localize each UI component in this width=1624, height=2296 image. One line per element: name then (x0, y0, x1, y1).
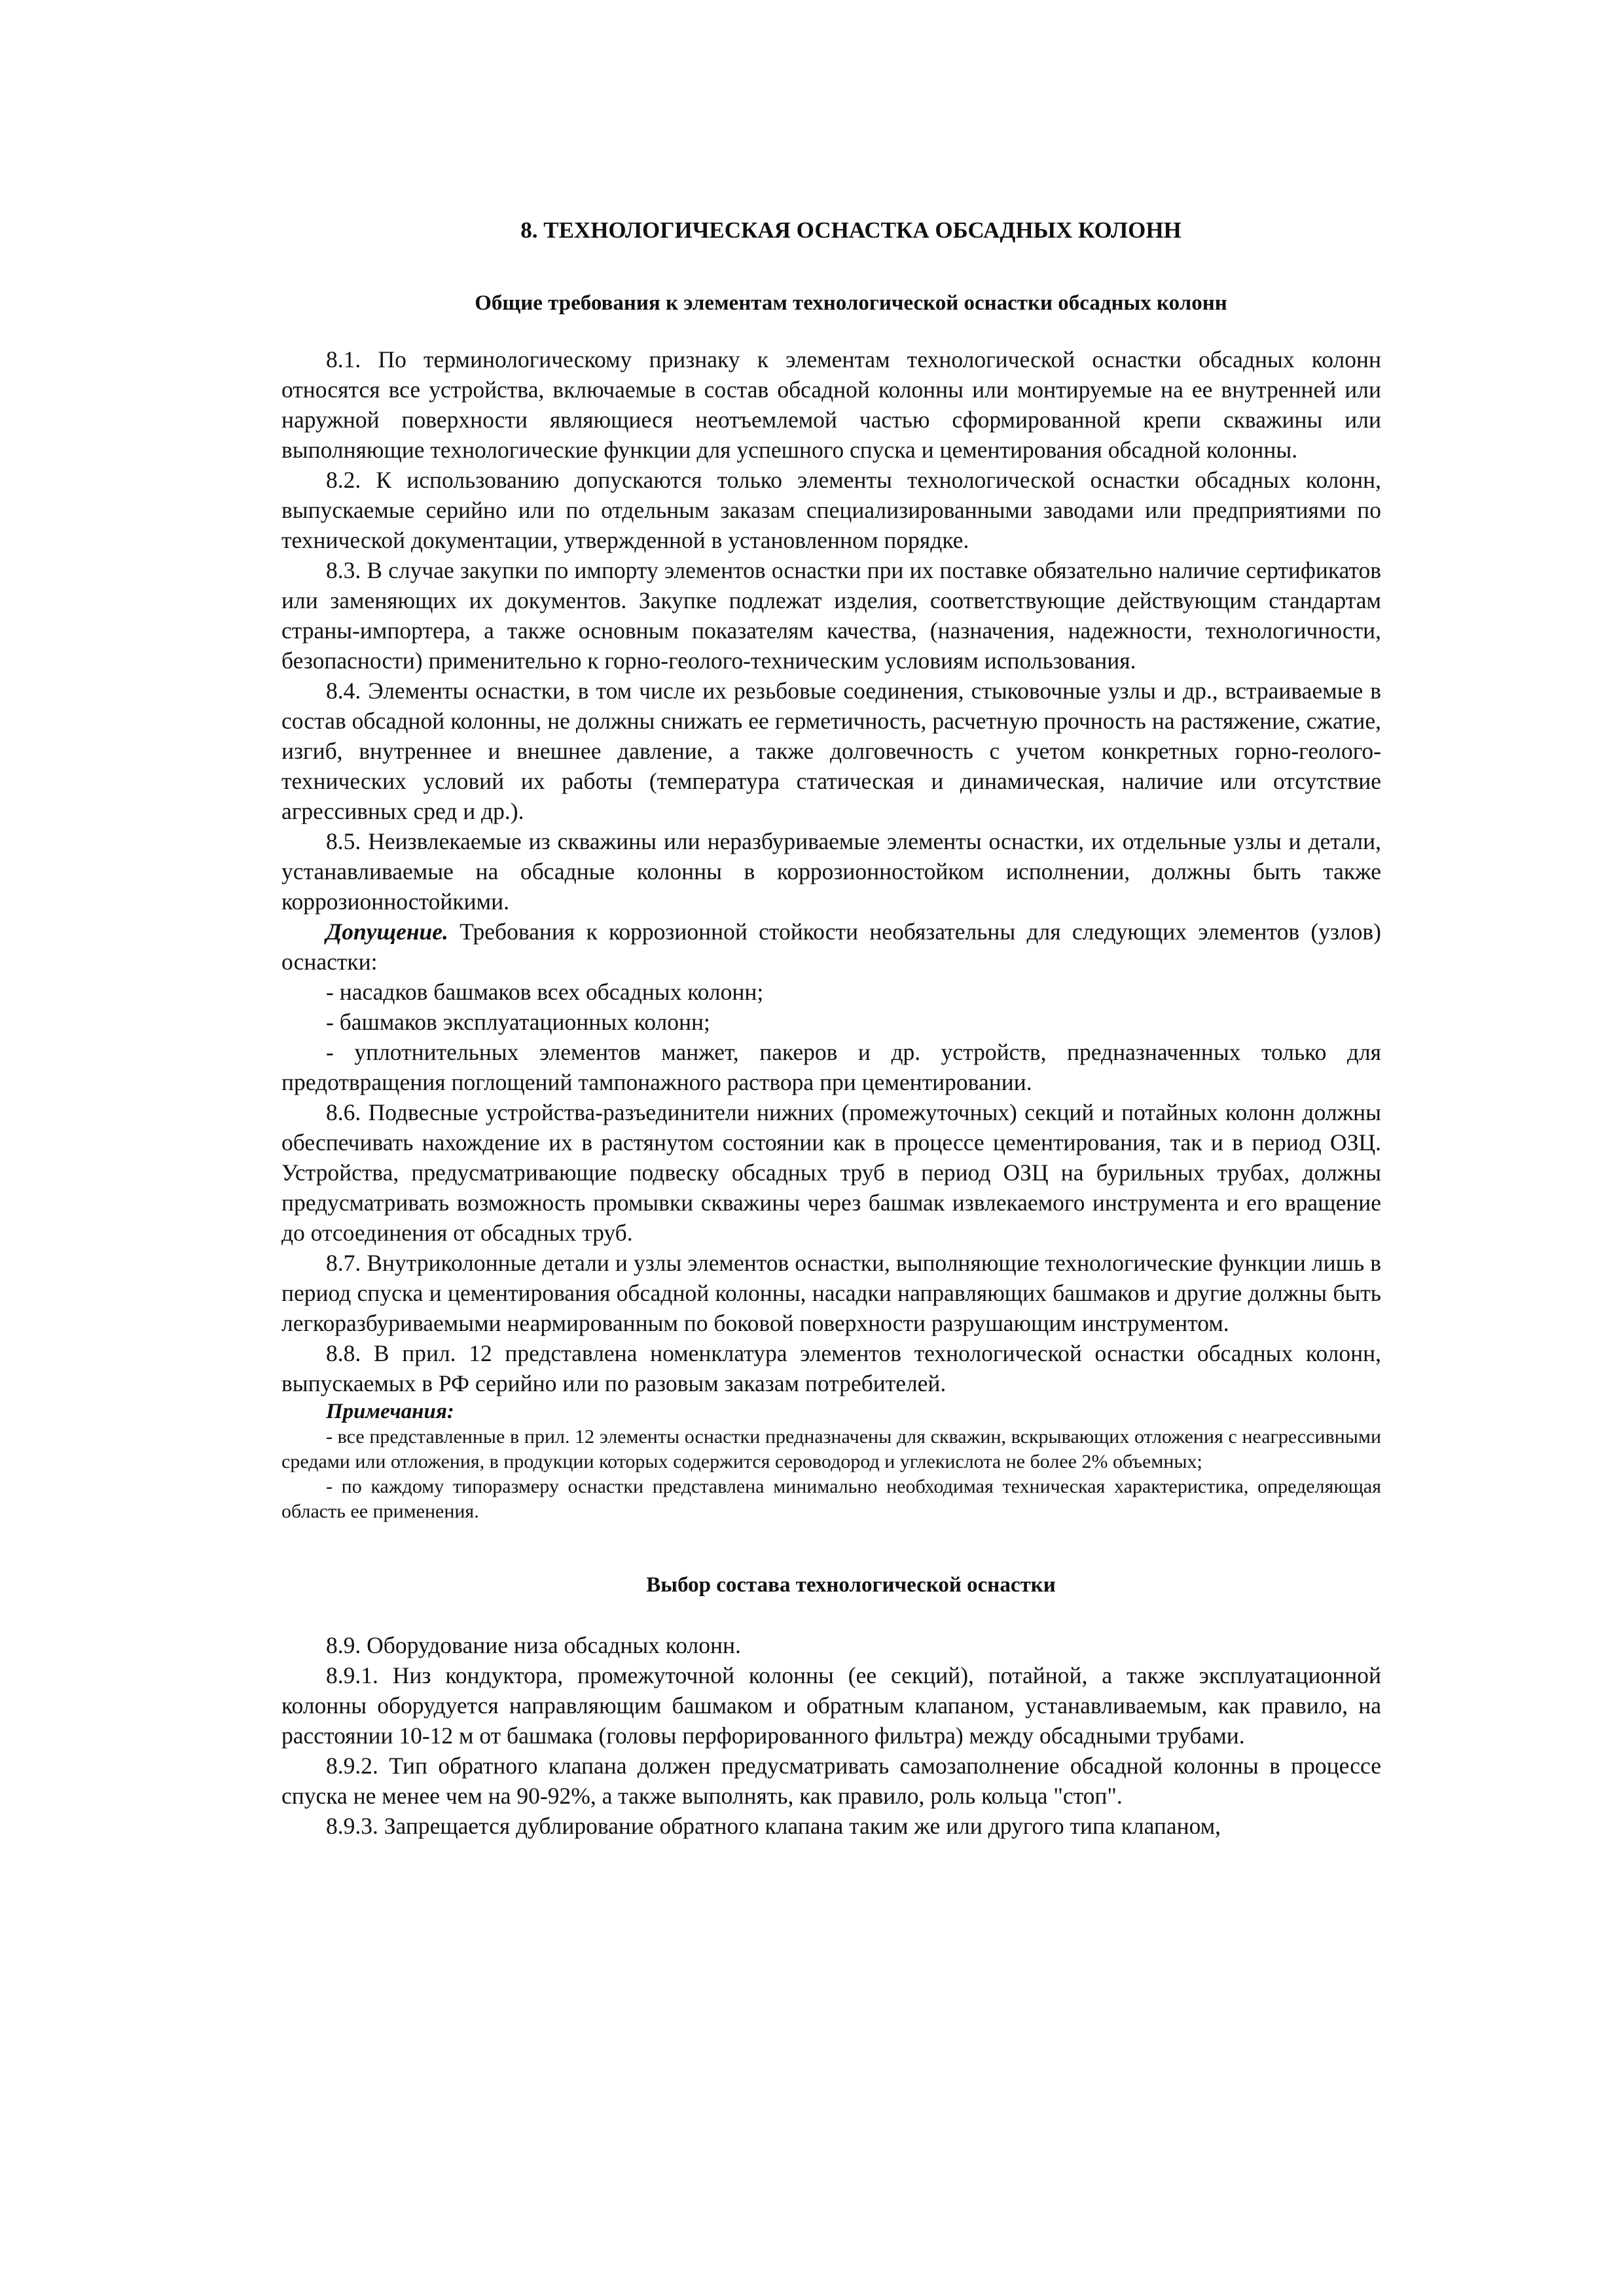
note-item: - все представленные в прил. 12 элементы оснастки предназначены для скважин, вскрывающих отложения с неагрессивными средами или отложения, в продукции которых содержится сероводород и углекислота не более 2% объемных; (281, 1426, 1381, 1472)
paragraph-8-6: 8.6. Подвесные устройства-разъединители нижних (промежуточных) секций и потайных колонн должны обеспечивать нахождение их в растянутом состоянии как в процессе цементирования, так и в период ОЗЦ. Устройства, предусматривающие подвеску обсадных труб в период ОЗЦ на бурильных трубах, должны предусматривать возможность промывки скважины через башмак извлекаемого инструмента и его вращение до отсоединения от обсадных труб. (281, 1099, 1381, 1246)
paragraph-8-9-3: 8.9.3. Запрещается дублирование обратного клапана таким же или другого типа клапаном, (326, 1813, 1221, 1839)
paragraph-8-5: 8.5. Неизвлекаемые из скважины или неразбуриваемые элементы оснастки, их отдельные узлы и детали, устанавливаемые на обсадные колонны в коррозионностойком исполнении, должны быть также коррозионностойкими. (281, 828, 1381, 915)
list-item: - башмаков эксплуатационных колонн; (326, 1009, 710, 1035)
notes-title: Примечания: (326, 1400, 454, 1423)
body-text (281, 344, 1381, 1398)
note-item: - по каждому типоразмеру оснастки представлена минимально необходимая техническая характеристика, определяющая область ее применения. (281, 1476, 1381, 1522)
allowance-label: Допущение. (326, 919, 448, 945)
paragraph-8-1: 8.1. По терминологическому признаку к элементам технологической оснастки обсадных колонн относятся все устройства, включаемые в состав обсадной колонны или монтируемые на ее внутренней или наружной поверхности являющиеся неотъемлемой частью сформированной крепи скважины или выполняющие технологические функции для успешного спуска и цементирования обсадной колонны. (281, 346, 1381, 463)
notes-block (281, 1398, 1381, 1524)
paragraph-8-9-1: 8.9.1. Низ кондуктора, промежуточной колонны (ее секций), потайной, а также эксплуатационной колонны оборудуется направляющим башмаком и обратным клапаном, устанавливаемым, как правило, на расстоянии 10-12 м от башмака (головы перфорированного фильтра) между обсадными трубами. (281, 1662, 1381, 1749)
paragraph-8-2: 8.2. К использованию допускаются только элементы технологической оснастки обсадных колонн, выпускаемые серийно или по отдельным заказам специализированными заводами или предприятиями по технической документации, утвержденной в установленном порядке. (281, 467, 1381, 553)
section-subtitle: Общие требования к элементам технологической оснастки обсадных колонн (475, 291, 1227, 315)
allowance-paragraph (281, 917, 1381, 977)
paragraph-8-8: 8.8. В прил. 12 представлена номенклатура элементов технологической оснастки обсадных колонн, выпускаемых в РФ серийно или по разовым заказам потребителей. (281, 1340, 1381, 1396)
paragraph-8-4: 8.4. Элементы оснастки, в том числе их резьбовые соединения, стыковочные узлы и др., встраиваемые в состав обсадной колонны, не должны снижать ее герметичность, расчетную прочность на растяжение, сжатие, изгиб, внутреннее и внешнее давление, а также долговечность с учетом конкретных горно-геолого-технических условий их работы (температура статическая и динамическая, наличие или отсутствие агрессивных сред и др.). (281, 678, 1381, 824)
list-item: - насадков башмаков всех обсадных колонн; (326, 979, 764, 1005)
page-content (281, 216, 1381, 1841)
paragraph-8-3: 8.3. В случае закупки по импорту элементов оснастки при их поставке обязательно наличие сертификатов или заменяющих их документов. Закупке подлежат изделия, соответствующие действующим стандартам страны-импортера, а также основным показателям качества, (назначения, надежности, технологичности, безопасности) применительно к горно-геолого-техническим условиям использования. (281, 557, 1381, 674)
chapter-title: 8. ТЕХНОЛОГИЧЕСКАЯ ОСНАСТКА ОБСАДНЫХ КОЛОНН (520, 217, 1182, 243)
list-item: - уплотнительных элементов манжет, пакеров и др. устройств, предназначенных только для предотвращения поглощений тампонажного раствора при цементировании. (281, 1039, 1381, 1095)
paragraph-8-7: 8.7. Внутриколонные детали и узлы элементов оснастки, выполняющие технологические функции лишь в период спуска и цементирования обсадной колонны, насадки направляющих башмаков и другие должны быть легкоразбуриваемыми неармированным по боковой поверхности разрушающим инструментом. (281, 1250, 1381, 1336)
paragraph-8-9: 8.9. Оборудование низа обсадных колонн. (326, 1632, 741, 1658)
allowance-text: Требования к коррозионной стойкости необязательны для следующих элементов (узлов) оснастки: (281, 919, 1381, 975)
section2-body (281, 1630, 1381, 1841)
section-title-oснастка: Выбор состава технологической оснастки (646, 1573, 1056, 1597)
paragraph-8-9-2: 8.9.2. Тип обратного клапана должен предусматривать самозаполнение обсадной колонны в процессе спуска не менее чем на 90-92%, а также выполнять, как правило, роль кольца "стоп". (281, 1753, 1381, 1809)
